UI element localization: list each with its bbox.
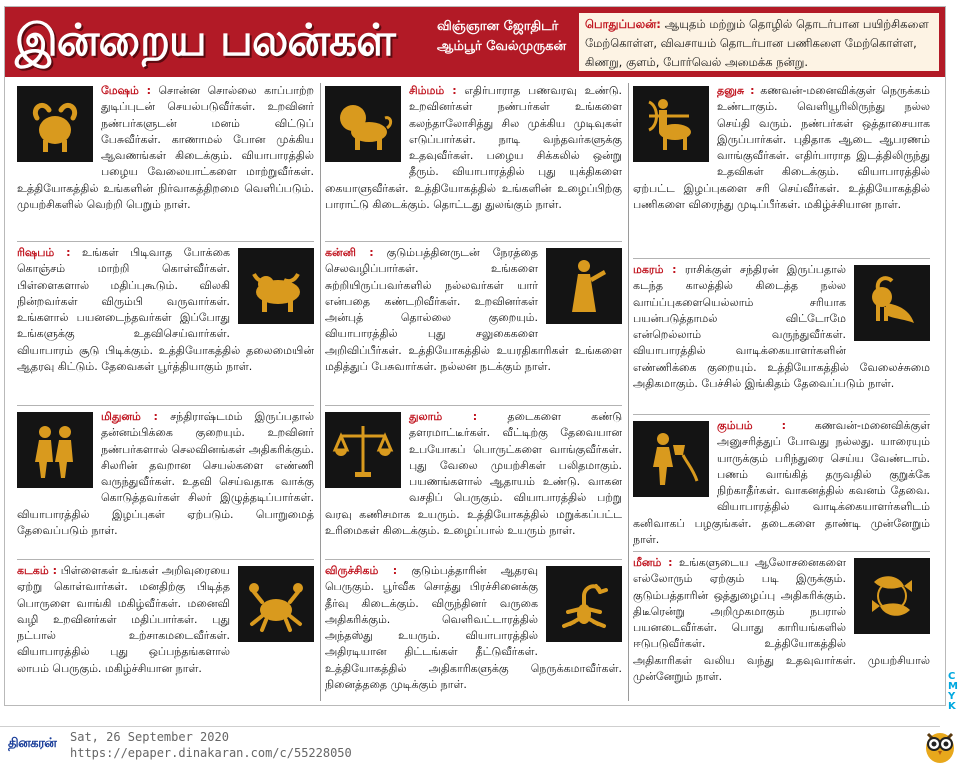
header-banner [5,7,945,77]
author-credit [437,17,577,57]
footer-divider [0,726,940,727]
aries-ram-icon [17,86,93,162]
sign-block-kumbam [633,414,930,551]
sign-text: தடைகளை கண்டு தளரமாட்டீர்கள். வீட்டிற்கு தேவையான உபயோகப் பொருட்களை வாங்குவீர்கள். புது வேலை முயற்சிகள் பலிதமாகும். பயணங்களால் ஆதாயம் உண்டு. வாகன வசதிப் பெருகும். வியாபாரத்தில் பற்று வரவு கணிசமாக உயரும். உத்தியோகத்தில் மறுக்கப்பட்ட உரிமைகள் கிடைக்கும். உழைப்பால் உயரும் நாள். [325,410,622,538]
sagittarius-archer-icon [633,86,709,162]
sign-name: மேஷம் : [101,84,151,97]
aquarius-waterbearer-icon [633,421,709,497]
column-divider [628,83,629,701]
sign-name: கடகம் : [17,564,58,577]
sign-block-rishabam [17,241,314,405]
source-link[interactable]: https://epaper.dinakaran.com/c/55228050 [70,746,352,760]
sign-text: ராசிக்குள் சந்திரன் இருப்பதால் கடந்த காலத்தில் கிடைத்த நல்ல வாய்ப்புகளையெல்லாம் சரியாக பயன்படுத்தாமல் விட்டோமே என்றெல்லாம் வருந்துவீர்கள். வியாபாரத்தில் வாடிக்கையாளர்களின் எண்ணிக்கை குறையும். உத்தியோகத்தில் வேலைச்சுமை அதிகமாகும். பேச்சில் இங்கிதம் தேவைப்படும் நாள். [633,263,930,391]
sign-block-dhanusu [633,83,930,258]
sign-block-simmam [325,83,622,241]
sign-block-mesham [17,83,314,241]
column-divider [320,83,321,701]
sign-name: துலாம் : [409,410,478,423]
sign-block-mithunam [17,405,314,559]
sign-block-kadagam [17,559,314,703]
sign-name: மிதுனம் : [101,410,158,423]
sign-text: சந்திராஷ்டமம் இருப்பதால் தன்னம்பிக்கை குறையும். உறவினர் நண்பர்களால் செலவினங்கள் அதிகரிக்கும். சிலரின் தவறான செயல்களை எண்ணி வருந்துவீர்கள். உதவி செய்வதாக வாக்கு கொடுத்தவர்கள் சிலர் இழுத்தடிப்பார்கள். வியாபாரத்தில் இழப்புகள் ஏற்படும். பொறுமைத் தேவைப்படும் நாள். [17,410,314,538]
sign-name: சிம்மம் : [409,84,457,97]
dinakaran-logo[interactable]: தினகரன் [8,736,57,751]
cmyk-marks [948,672,960,712]
column-2 [325,83,622,703]
sign-text: எதிர்பாராத பணவரவு உண்டு. உறவினர்கள் நண்பர்கள் உங்களை கலந்தாலோசித்து சில முக்கிய முடிவுகள் எடுப்பார்கள். நாடி வந்தவர்களுக்கு உதவுவீர்கள். பழைய சிக்கலில் ஒன்று தீரும். வியாபாரத்தில் புது யுக்திகளை கையாளுவீர்கள். உத்தியோகத்தில் உங்களின் உழைப்பிற்கு பாராட்டு கிடைக்கும். தொட்டது துலங்கும் நாள். [325,84,622,212]
sign-text: சொன்ன சொல்லை காப்பாற்ற துடிப்புடன் செயல்படுவீர்கள். உறவினர் நண்பர்களுடன் மனம் விட்டுப் பேசுவீர்கள். காணாமல் போன முக்கிய ஆவணங்கள் கிடைக்கும். வியாபாரத்தில் பழைய வேலையாட்களை மாற்றுவீர்கள். உத்தியோகத்தில் உங்களின் நிர்வாகத்திறமை வெளிப்படும். முயற்சிகளில் வெற்றி பெறும் நாள். [17,84,314,212]
author-name: ஆம்பூர் வேல்முருகன் [437,39,567,54]
libra-scales-icon [325,412,401,488]
column-3 [633,83,930,703]
sign-name: தனுசு : [717,84,755,97]
taurus-bull-icon [238,248,314,324]
sign-block-magaram [633,258,930,414]
sign-text: உங்கள் பிடிவாத போக்கை கொஞ்சம் மாற்றி கொள்வீர்கள். பிள்ளைகளால் மதிப்புகூடும். விலகி நின்றவர்கள் விரும்பி வருவார்கள். உங்களால் பயனடைந்தவர்கள் இப்போது உங்களுக்கு உதவிசெய்வார்கள். வியாபாரம் சூடு பிடிக்கும். உத்தியோகத்தில் தலைமையின் ஆதரவு கிட்டும். தேவைகள் பூர்த்தியாகும் நாள். [17,246,314,374]
sign-name: கன்னி : [325,246,374,259]
sign-name: மகரம் : [633,263,677,276]
virgo-maiden-icon [546,248,622,324]
cmyk-letters: C M Y K [948,671,958,712]
general-forecast-box [579,13,939,71]
general-forecast-text: ஆயுதம் மற்றும் தொழில் தொடர்பான பயிற்சிகளை மேற்கொள்ள, விவசாயம் தொடர்பான பணிகளை மேற்கொள்ள, கிணறு, குளம், போர்வெல் அமைக்க நன்று. [585,17,929,69]
cancer-crab-icon [238,566,314,642]
sign-block-kanni [325,241,622,405]
sign-text: குடும்பத்தாரின் ஆதரவு பெருகும். பூர்வீக சொத்து பிரச்சினைக்கு தீர்வு கிடைக்கும். விருந்தினர் வருகை அதிகரிக்கும். வெளிவட்டாரத்தில் அந்தஸ்து உயரும். வியாபாரத்தில் அதிரடியான திட்டங்கள் தீட்டுவீர்கள். உத்தியோகத்தில் அதிகாரிகளுக்கு நெருக்கமாவீர்கள். நினைத்ததை முடிக்கும் நாள். [325,564,622,692]
sign-text: பிள்ளைகள் உங்கள் அறிவுரையை ஏற்று கொள்வார்கள். மனதிற்கு பிடித்த பொருளை வாங்கி மகிழ்வீர்கள். மனைவி வழி உறவினர்கள் மதிப்பார்கள். புது நட்பால் உற்சாகமடைவீர்கள். வியாபாரத்தில் புது ஒப்பந்தங்களால் லாபம் பெருகும். மகிழ்ச்சியான நாள். [17,564,230,675]
author-title: விஞ்ஞான ஜோதிடர் [437,19,559,34]
sign-name: விருச்சிகம் : [325,564,398,577]
general-forecast-label: பொதுப்பலன்: [585,17,661,31]
column-1 [17,83,314,703]
publication-date: Sat, 26 September 2020 [70,730,229,744]
sign-text: உங்களுடைய ஆலோசனைகளை எல்லோரும் ஏற்கும் படி இருக்கும். குடும்பத்தாரின் ஒத்துழைப்பு அதிகரிக்கும். திடீரென்று அறிமுகமாகும் நபரால் பயனடைவீர்கள். பொது காரியங்களில் ஈடுபடுவீர்கள். உத்தியோகத்தில் அதிகாரிகள் வலிய வந்து உதவுவார்கள். முயற்சியால் முன்னேறும் நாள். [633,556,930,684]
owl-mascot-icon[interactable] [922,726,958,764]
leo-lion-icon [325,86,401,162]
sign-block-meenam [633,551,930,703]
page-title: இன்றைய பலன்கள் [15,15,395,66]
sign-text: கணவன்-மனைவிக்குள் நெருக்கம் உண்டாகும். வெளியூரிலிருந்து நல்ல செய்தி வரும். நண்பர்கள் ஒத்தாசையாக இருப்பார்கள். புதிதாக ஆடை ஆபரணம் வாங்குவீர்கள். எதிர்பாராத இடத்திலிருந்து உதவிகள் கிடைக்கும். வியாபாரத்தில் ஏற்பட்ட இழப்புகளை சரி செய்வீர்கள். உத்தியோகத்தில் பணிகளை விரைந்து முடிப்பீர்கள். மகிழ்ச்சியான நாள். [633,84,930,212]
sign-block-viruchigam [325,559,622,703]
sign-name: மீனம் : [633,556,673,569]
sign-block-thulam [325,405,622,559]
horoscope-clipping [4,6,946,706]
sign-text: குடும்பத்தினருடன் நேரத்தை செலவழிப்பார்கள். உங்களை சுற்றியிருப்பவர்களில் நல்லவர்கள் யார் என்பதை கண்டறிவீர்கள். உறவினர்கள் அன்புத் தொல்லை குறையும். வியாபாரத்தில் புது சலுகைகளை அறிவிப்பீர்கள். உத்தியோகத்தில் உயரதிகாரிகள் உங்களை மதித்துப் பேசுவார்கள். நல்லன நடக்கும் நாள். [325,246,622,374]
pisces-fish-icon [854,558,930,634]
sign-name: ரிஷபம் : [17,246,71,259]
gemini-twins-icon [17,412,93,488]
sign-text: கணவன்-மனைவிக்குள் அனுசரித்துப் போவது நல்லது. யாரையும் யாருக்கும் பரிந்துரை செய்ய வேண்டாம். பணம் வாங்கித் தருவதில் குறுக்கே நிற்காதீர்கள். வாகனத்தில் கவனம் தேவை. வியாபாரத்தில் வாடிக்கையாளர்களிடம் கனிவாகப் பழகுங்கள். தடைகளை தாண்டி முன்னேறும் நாள். [633,419,930,547]
sign-name: கும்பம் : [717,419,787,432]
scorpio-scorpion-icon [546,566,622,642]
capricorn-goat-icon [854,265,930,341]
